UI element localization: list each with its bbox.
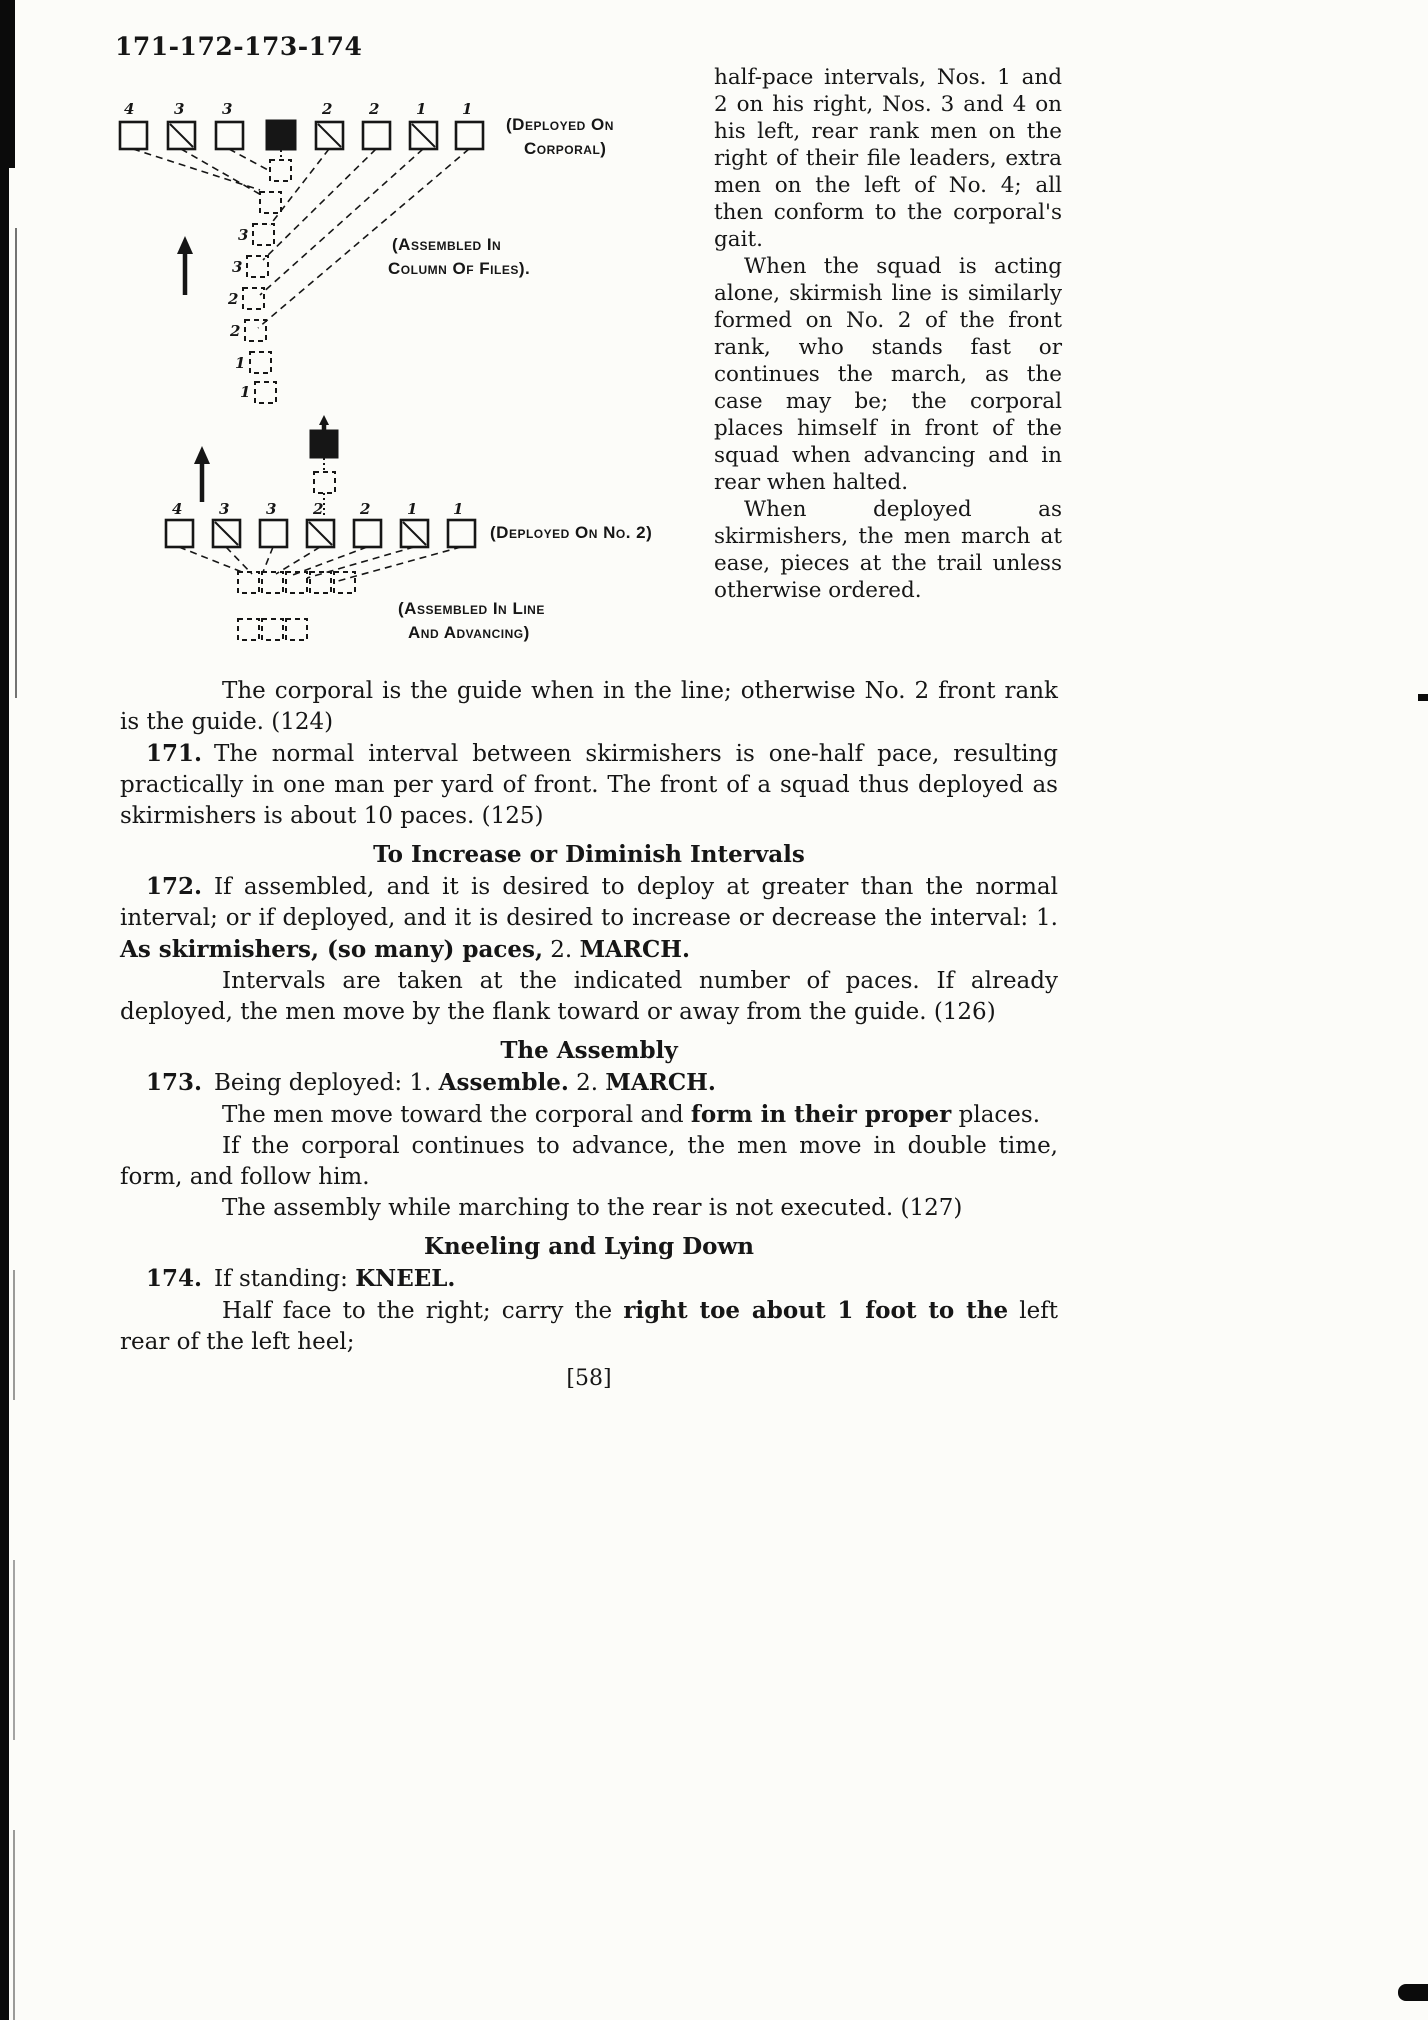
svg-text:1: 1	[416, 100, 427, 118]
paragraph-172	[120, 871, 1058, 966]
scan-edge-artifact	[13, 1560, 15, 1740]
scan-edge-artifact	[15, 228, 17, 698]
deployed-row-numbers	[172, 500, 463, 518]
corporal-square	[266, 120, 296, 150]
paragraph-text: Half face to the right; carry the	[222, 1298, 624, 1324]
svg-text:1: 1	[462, 100, 473, 118]
svg-text:2: 2	[313, 500, 324, 518]
diagram-deployed-on-no2	[100, 414, 720, 674]
paragraph-text: If assembled, and it is desired to deploy at greater than the normal interval; or if deployed, and it is desired to increase or decrease the interval: 1.	[120, 874, 1058, 931]
command-assemble: Assemble.	[438, 1069, 569, 1096]
svg-text:1: 1	[240, 383, 251, 401]
assembled-column-of-files	[243, 160, 291, 403]
label-deployed-on-corporal: (Deployed On	[506, 115, 614, 134]
corporal-square	[310, 430, 338, 458]
paragraph-text: left rear of the left heel;	[120, 1298, 1058, 1355]
svg-text:1: 1	[453, 500, 464, 518]
svg-text:3: 3	[222, 100, 233, 118]
deployment-diagrams	[100, 90, 740, 678]
heading-increase-diminish-intervals: To Increase or Diminish Intervals	[373, 841, 805, 868]
paragraph-text-bold: form in their proper	[690, 1101, 952, 1128]
scan-edge-artifact	[0, 0, 15, 168]
right-text-column	[714, 64, 1062, 604]
paragraph-half-face	[120, 1295, 1058, 1358]
paragraph-corporal-guide: The corporal is the guide when in the line; otherwise No. 2 front rank is the guide. (124)	[120, 678, 1058, 735]
svg-text:2: 2	[230, 322, 241, 340]
heading-kneeling-lying-down: Kneeling and Lying Down	[423, 1233, 755, 1260]
label-deployed-on-corporal-line2: Corporal)	[524, 139, 607, 158]
svg-text:2: 2	[360, 500, 371, 518]
paragraph-text: 2.	[542, 937, 580, 963]
paragraph-text-bold: right toe about 1 foot to the	[623, 1297, 1009, 1324]
paragraph-text: The men move toward the corporal and	[222, 1102, 691, 1128]
svg-text:2: 2	[228, 290, 239, 308]
svg-text:3: 3	[174, 100, 185, 118]
svg-text:1: 1	[407, 500, 418, 518]
paragraph-text: Being deployed: 1.	[214, 1070, 439, 1096]
main-text-block	[120, 676, 1058, 1394]
label-assembled-in-column-line2: Column Of Files).	[388, 259, 531, 278]
paragraph-double-time: If the corporal continues to advance, the men move in double time, form, and follow him.	[120, 1133, 1058, 1190]
paragraph-text: The normal interval between skirmishers is one-half pace, resulting practically in one man per yard of front. The front of a squad thus deployed as skirmishers is about 10 paces. (125)	[120, 741, 1058, 829]
paragraph-number: 173.	[146, 1069, 203, 1096]
direction-arrow	[177, 236, 193, 295]
svg-text:2: 2	[322, 100, 333, 118]
paragraph-number: 171.	[146, 740, 203, 767]
scan-edge-artifact	[13, 1830, 15, 2020]
page-number: [58]	[566, 1366, 612, 1391]
label-deployed-on-no2: (Deployed On No. 2)	[490, 523, 653, 542]
paragraph-number: 174.	[146, 1265, 203, 1292]
svg-text:3: 3	[266, 500, 277, 518]
assembled-column-numbers	[227, 226, 250, 401]
paragraph-174	[120, 1263, 1058, 1295]
paragraph-text: 2.	[568, 1070, 606, 1096]
svg-text:4: 4	[172, 500, 183, 518]
paragraph-number: 172.	[146, 873, 203, 900]
paragraph-173	[120, 1067, 1058, 1099]
label-assembled-in-line-line2: And Advancing)	[408, 623, 530, 642]
paragraph-171	[120, 738, 1058, 832]
command-march: MARCH.	[605, 1069, 716, 1096]
diagram-deployed-on-corporal	[100, 90, 720, 410]
paragraph-assembly-rear: The assembly while marching to the rear is not executed. (127)	[222, 1195, 963, 1221]
svg-text:3: 3	[219, 500, 230, 518]
svg-text:3: 3	[232, 258, 243, 276]
deployed-row-numbers	[124, 100, 472, 118]
paragraph-march-at-ease: When deployed as skirmishers, the men march at ease, pieces at the trail unless otherwise ordered.	[714, 497, 1062, 603]
paragraph-squad-alone: When the squad is acting alone, skirmish line is similarly formed on No. 2 of the front rank, who stands fast or continues the march, as the case may be; the corporal places himself in front of the squad when advancing and in rear when halted.	[714, 254, 1062, 495]
movement-dashed-lines	[179, 547, 461, 581]
svg-text:2: 2	[369, 100, 380, 118]
paragraph-intervals-taken: Intervals are taken at the indicated number of paces. If already deployed, the men move by the flank toward or away from the guide. (126)	[120, 968, 1058, 1025]
svg-text:1: 1	[235, 354, 246, 372]
page-header-paragraph-numbers: 171-172-173-174	[115, 32, 363, 61]
svg-text:3: 3	[238, 226, 249, 244]
scan-corner-artifact	[1398, 1984, 1428, 2001]
label-assembled-in-line: (Assembled In Line	[398, 599, 545, 618]
command-as-skirmishers: As skirmishers, (so many) paces,	[120, 936, 543, 963]
assembled-line-squares	[238, 572, 355, 640]
scan-edge-artifact	[1418, 694, 1428, 701]
deployed-squares-row	[120, 120, 483, 150]
scan-edge-artifact	[13, 1270, 15, 1400]
command-kneel: KNEEL.	[355, 1265, 456, 1292]
deployed-squares-row	[166, 520, 475, 547]
paragraph-half-pace: half-pace intervals, Nos. 1 and 2 on his right, Nos. 3 and 4 on his left, rear rank men on the right of their file leaders, extra men on the left of No. 4; all then conform to the corporal's gait.	[714, 65, 1062, 252]
label-assembled-in-column: (Assembled In	[392, 235, 502, 254]
heading-the-assembly: The Assembly	[500, 1037, 678, 1064]
scan-binding-bar	[0, 0, 9, 2020]
paragraph-men-move	[120, 1099, 1058, 1131]
svg-text:4: 4	[124, 100, 135, 118]
direction-arrow	[194, 446, 210, 502]
command-march: MARCH.	[579, 936, 691, 963]
paragraph-text: If standing:	[214, 1266, 356, 1292]
paragraph-text: places.	[951, 1102, 1041, 1128]
